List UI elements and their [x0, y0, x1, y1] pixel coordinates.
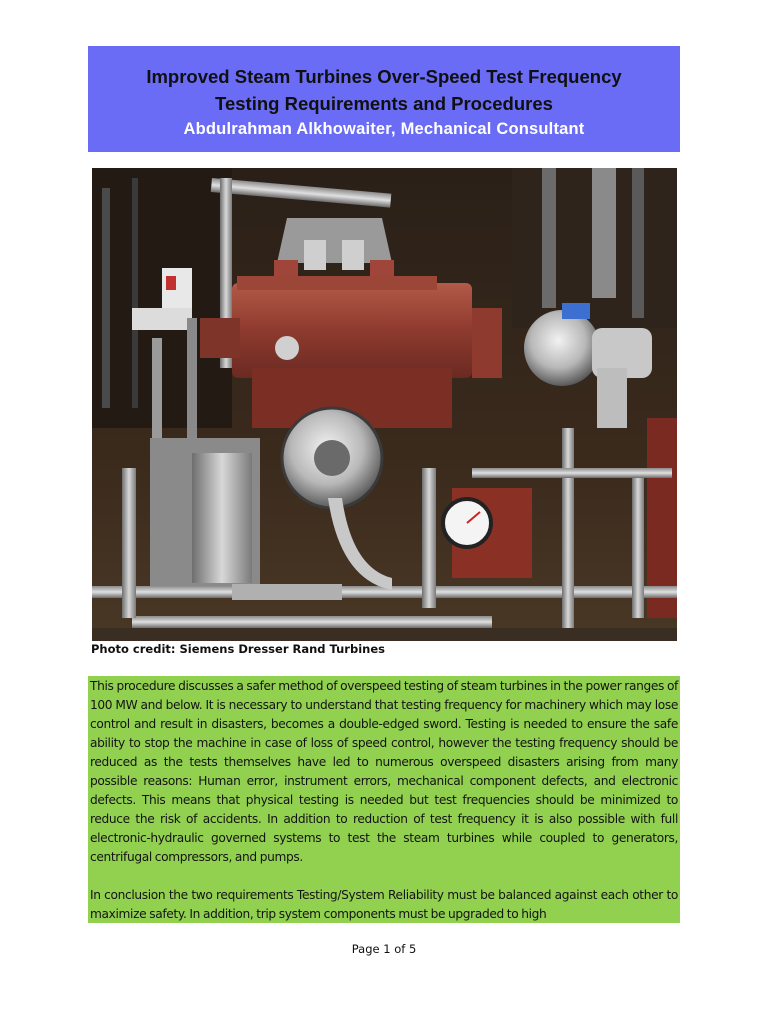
abstract-box	[88, 676, 680, 923]
title-banner	[88, 46, 680, 152]
document-title-line-1: Improved Steam Turbines Over-Speed Test Frequency	[146, 66, 622, 87]
steam-turbine-photo	[92, 168, 677, 641]
abstract-paragraph-2: In conclusion the two requirements Testing/System Reliability must be balanced against each other to maximize safety. In addition, trip system components must be upgraded to high	[90, 888, 678, 921]
photo-caption: Photo credit: Siemens Dresser Rand Turbines	[91, 642, 385, 656]
abstract-paragraph-1: This procedure discusses a safer method of overspeed testing of steam turbines in the power ranges of 100 MW and below. It is necessary to understand that testing frequency for machinery which may lose control and result in disasters, becomes a double-edged sword. Testing is needed to ensure the safe ability to stop the machine in case of loss of speed control, however the testing frequency should be reduced as the tests themselves have led to numerous overspeed disasters arising from many possible reasons: Human error, instrument errors, mechanical component defects, and electronic defects. This means that physical testing is needed but test frequencies should be minimized to reduce the risk of accidents. In addition to reduction of test frequency it is also possible with full electronic-hydraulic governed systems to test the steam turbines while coupled to generators, centrifugal compressors, and pumps.	[90, 679, 678, 864]
page-number: Page 1 of 5	[351, 942, 417, 956]
document-author: Abdulrahman Alkhowaiter, Mechanical Consultant	[183, 120, 585, 138]
document-title-line-2: Testing Requirements and Procedures	[215, 93, 553, 114]
